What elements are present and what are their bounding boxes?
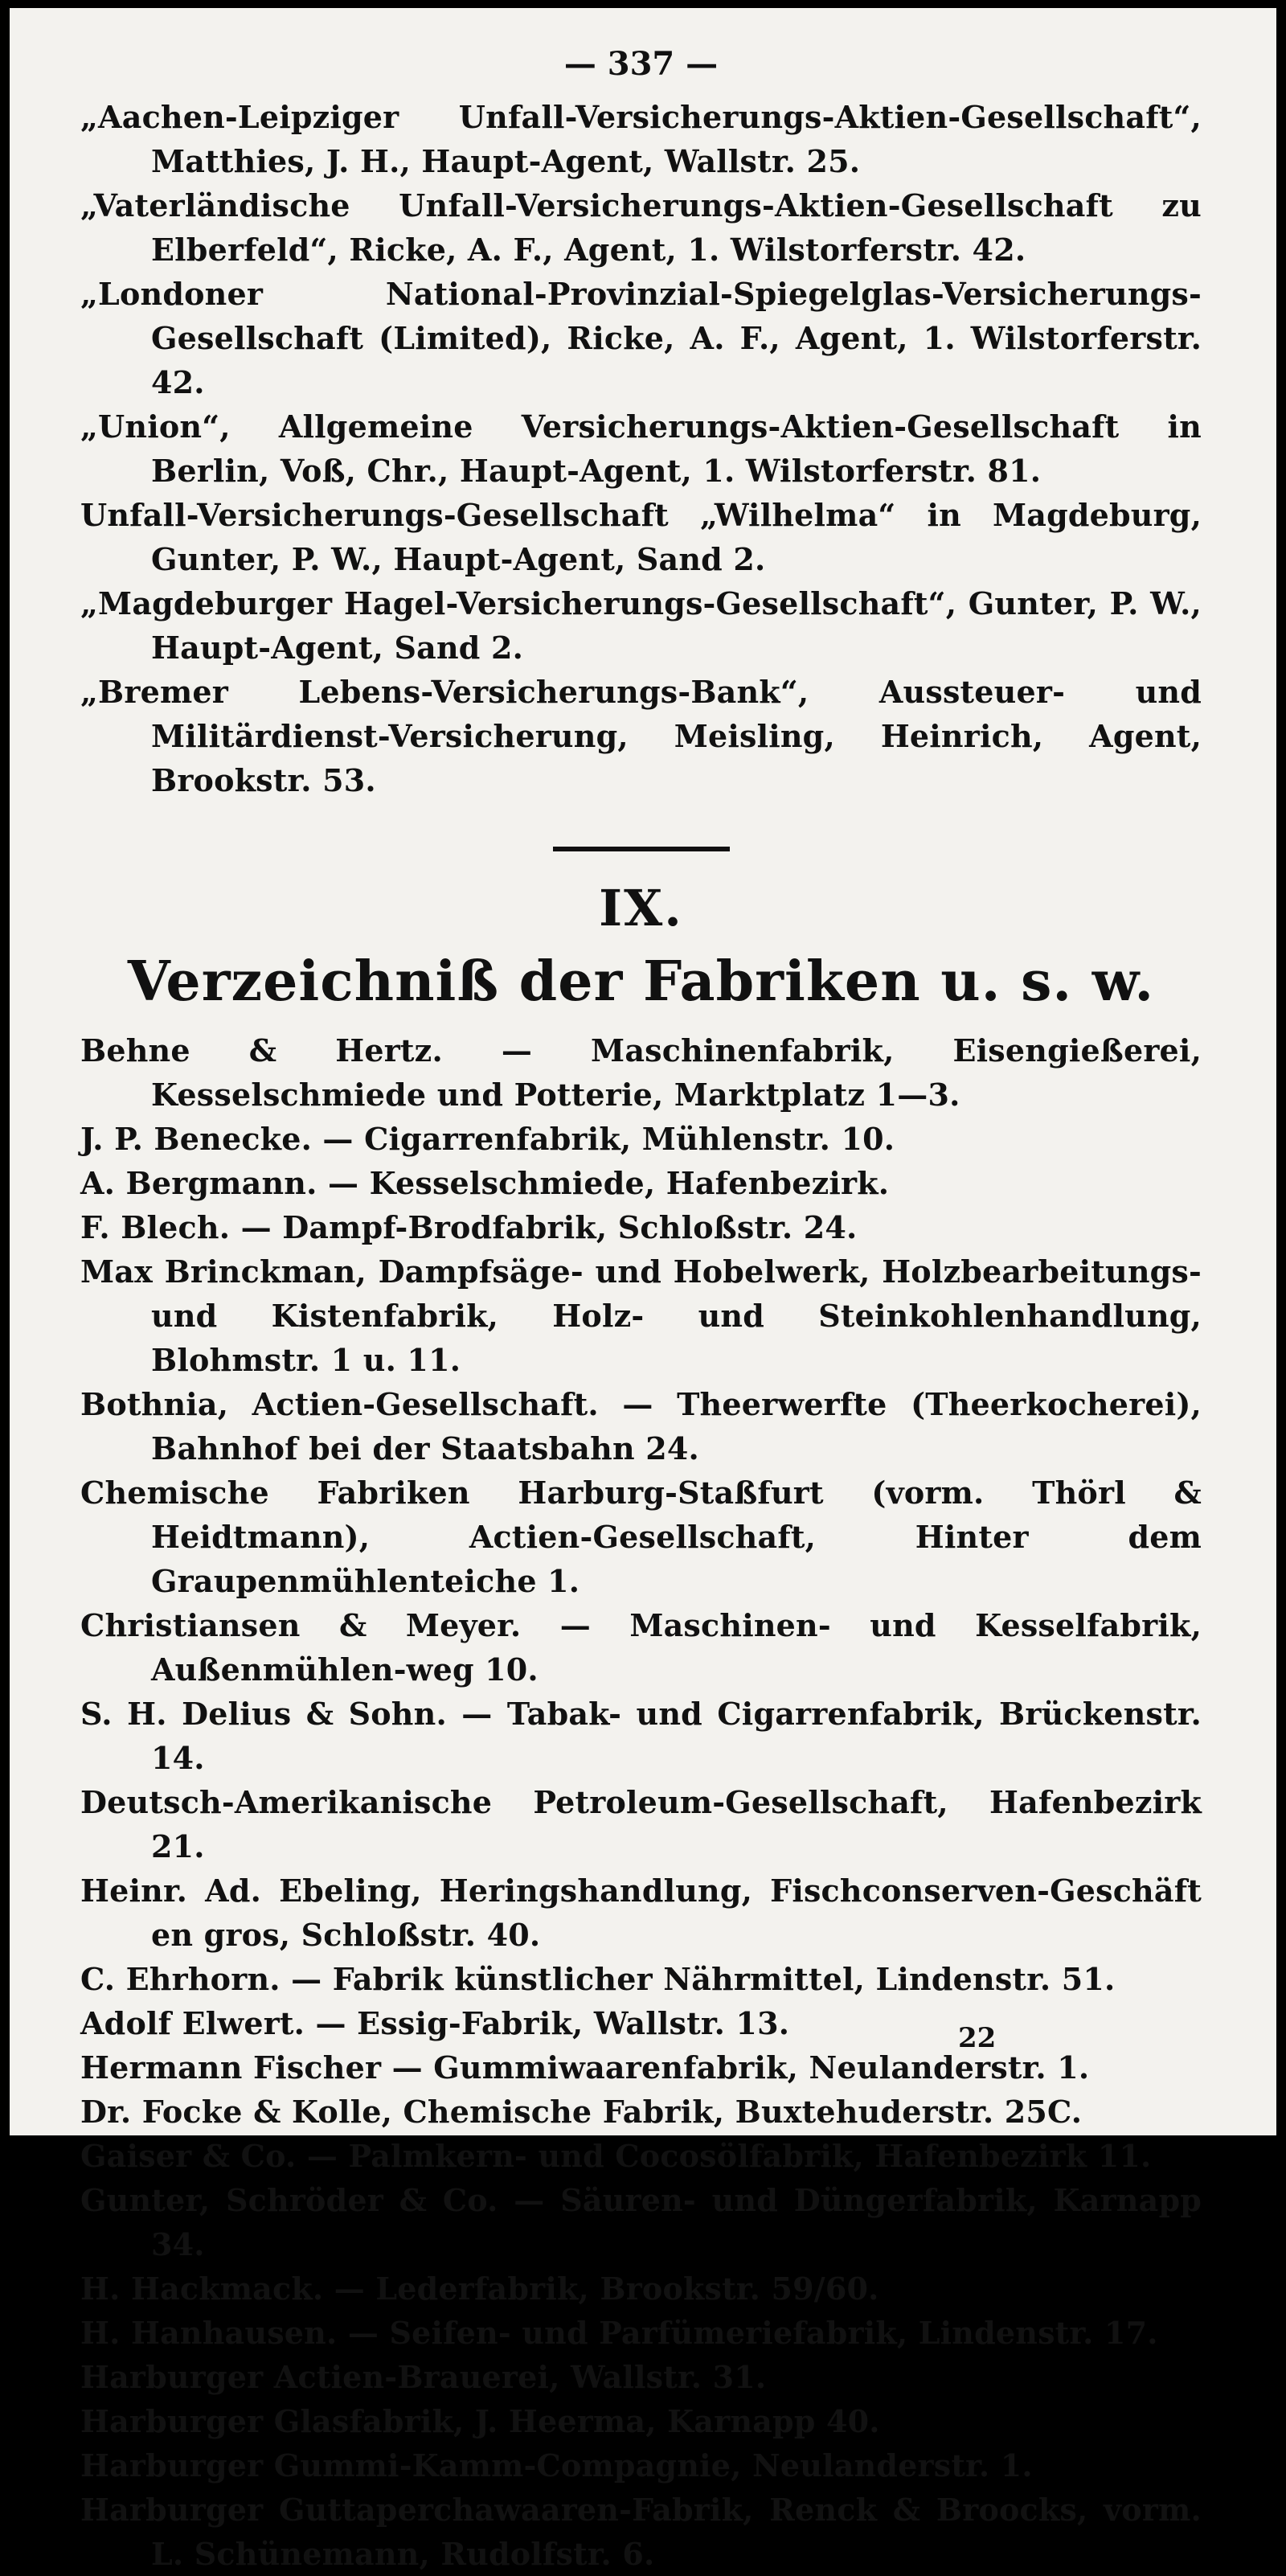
list-entry: „Bremer Lebens-Versicherungs-Bank“, Aussteuer- und Militärdienst-Versicherung, Meisling, Heinrich, Agent, Brookstr. 53. — [80, 674, 1202, 798]
list-entry: Heinr. Ad. Ebeling, Heringshandlung, Fischconserven-Geschäft en gros, Schloßstr. 40. — [80, 1873, 1202, 1953]
list-entry: „Londoner National-Provinzial-Spiegelglas-Versicherungs-Gesellschaft (Limited), Ricke, A. F., Agent, 1. Wilstorferstr. 42. — [80, 276, 1202, 400]
list-entry: H. Hackmack. — Lederfabrik, Brookstr. 59/60. — [80, 2270, 879, 2307]
list-entry: Gaiser & Co. — Palmkern- und Cocosölfabrik, Hafenbezirk 11. — [80, 2138, 1152, 2174]
list-entry: Bothnia, Actien-Gesellschaft. — Theerwerfte (Theerkocherei), Bahnhof bei der Staatsbahn 24. — [80, 1386, 1202, 1466]
insurance-list — [80, 95, 1202, 802]
page-content — [80, 40, 1202, 2576]
list-entry: J. P. Benecke. — Cigarrenfabrik, Mühlenstr. 10. — [80, 1121, 895, 1157]
list-entry: Gunter, Schröder & Co. — Säuren- und Düngerfabrik, Karnapp 34. — [80, 2182, 1202, 2262]
list-entry: A. Bergmann. — Kesselschmiede, Hafenbezirk. — [80, 1165, 890, 1201]
list-entry: Christiansen & Meyer. — Maschinen- und Kesselfabrik, Außenmühlen-weg 10. — [80, 1607, 1202, 1688]
list-entry: Dr. Focke & Kolle, Chemische Fabrik, Buxtehuderstr. 25C. — [80, 2094, 1083, 2130]
list-entry: Unfall-Versicherungs-Gesellschaft „Wilhelma“ in Magdeburg, Gunter, P. W., Haupt-Agent, Sand 2. — [80, 497, 1202, 577]
list-entry: „Magdeburger Hagel-Versicherungs-Gesellschaft“, Gunter, P. W., Haupt-Agent, Sand 2. — [80, 585, 1202, 666]
list-entry: Harburger Glasfabrik, J. Heerma, Karnapp 40. — [80, 2403, 880, 2439]
list-entry: Harburger Gummi-Kamm-Compagnie, Neulanderstr. 1. — [80, 2447, 1033, 2484]
list-entry: „Vaterländische Unfall-Versicherungs-Aktien-Gesellschaft zu Elberfeld“, Ricke, A. F., Agent, 1. Wilstorferstr. 42. — [80, 187, 1202, 268]
list-entry: Chemische Fabriken Harburg-Staßfurt (vorm. Thörl & Heidtmann), Actien-Gesellschaft, Hinter dem Graupenmühlenteiche 1. — [80, 1475, 1202, 1599]
list-entry: Harburger Guttaperchawaaren-Fabrik, Renck & Broocks, vorm. L. Schünemann, Rudolfstr. 6. — [80, 2492, 1202, 2572]
list-entry: „Aachen-Leipziger Unfall-Versicherungs-Aktien-Gesellschaft“, Matthies, J. H., Haupt-Agent, Wallstr. 25. — [80, 99, 1202, 179]
section-title: Verzeichniß der Fabriken u. s. w. — [127, 950, 1155, 1014]
factory-list — [80, 1028, 1202, 2576]
list-entry: Max Brinckman, Dampfsäge- und Hobelwerk, Holzbearbeitungs- und Kistenfabrik, Holz- und Steinkohlenhandlung, Blohmstr. 1 u. 11. — [80, 1253, 1202, 1378]
list-entry: Deutsch-Amerikanische Petroleum-Gesellschaft, Hafenbezirk 21. — [80, 1784, 1202, 1864]
list-entry: S. H. Delius & Sohn. — Tabak- und Cigarrenfabrik, Brückenstr. 14. — [80, 1696, 1202, 1776]
list-entry: Behne & Hertz. — Maschinenfabrik, Eisengießerei, Kesselschmiede und Potterie, Marktplatz 1—3. — [80, 1032, 1202, 1113]
list-entry: Harburger Actien-Brauerei, Wallstr. 31. — [80, 2359, 767, 2395]
sheet-signature: 22 — [958, 2022, 997, 2054]
list-entry: F. Blech. — Dampf-Brodfabrik, Schloßstr. 24. — [80, 1209, 858, 1245]
section-divider — [553, 847, 730, 851]
page-number: — 337 — — [563, 45, 719, 83]
list-entry: Adolf Elwert. — Essig-Fabrik, Wallstr. 13. — [80, 2005, 790, 2041]
section-numeral: IX. — [599, 879, 683, 937]
list-entry: „Union“, Allgemeine Versicherungs-Aktien-Gesellschaft in Berlin, Voß, Chr., Haupt-Agent, 1. Wilstorferstr. 81. — [80, 408, 1202, 489]
book-page — [10, 8, 1276, 2572]
list-entry: C. Ehrhorn. — Fabrik künstlicher Nährmittel, Lindenstr. 51. — [80, 1961, 1116, 1997]
list-entry: H. Hanhausen. — Seifen- und Parfümeriefabrik, Lindenstr. 17. — [80, 2315, 1158, 2351]
list-entry: Hermann Fischer — Gummiwaarenfabrik, Neulanderstr. 1. — [80, 2049, 1090, 2086]
